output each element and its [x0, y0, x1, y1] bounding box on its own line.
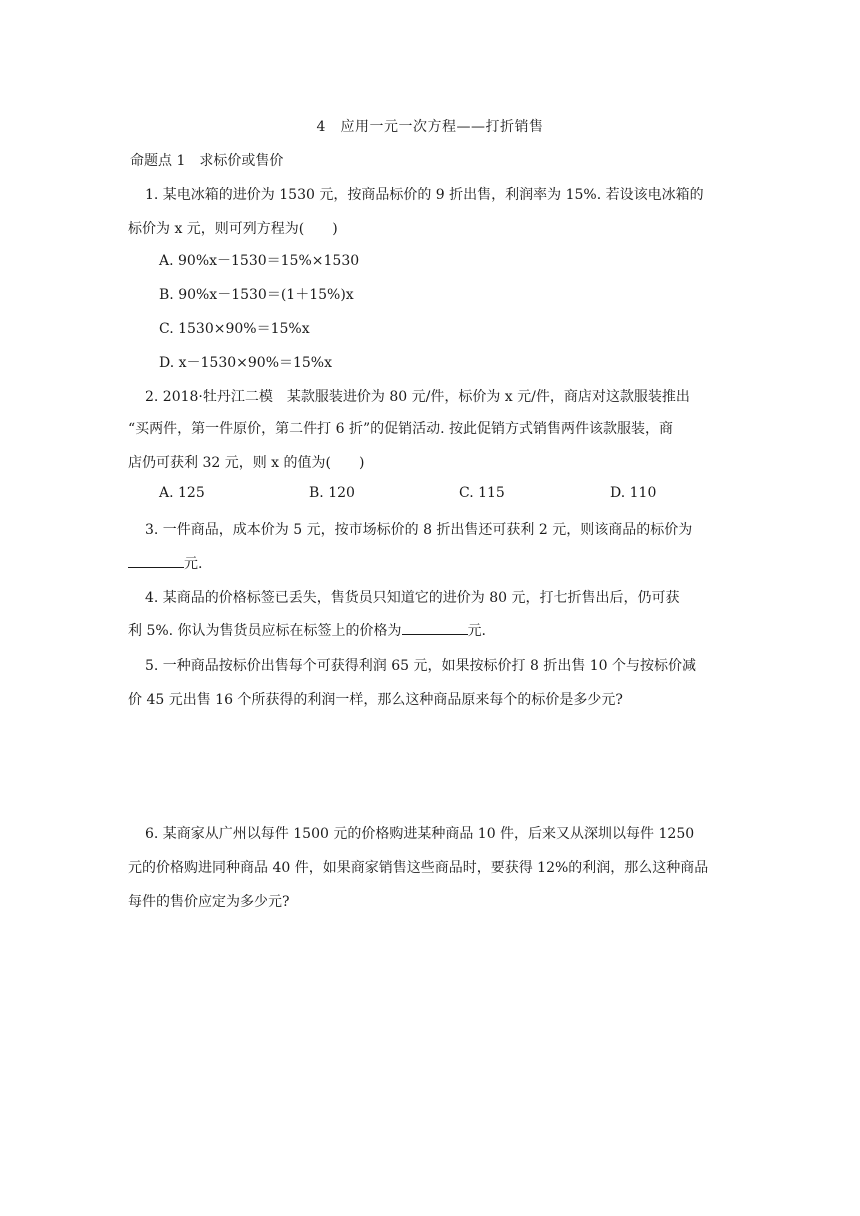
q4-unit: 元. — [467, 623, 487, 639]
q1-option-b: B. 90%x－1530＝(1＋15%)x — [159, 287, 354, 303]
q6-stem-line3: 每件的售价应定为多少元? — [128, 894, 290, 910]
q1-option-c: C. 1530×90%＝15%x — [159, 321, 310, 337]
q3-unit: 元. — [184, 556, 203, 572]
q2-stem-line3: 店仍可获利 32 元，则 x 的值为( ) — [128, 455, 365, 471]
q4-stem-line2 — [128, 620, 486, 640]
q1-stem-line2: 标价为 x 元，则可列方程为( ) — [128, 221, 338, 237]
q3-stem-line2 — [128, 553, 202, 573]
q3-answer-blank — [128, 555, 184, 568]
q4-answer-blank — [402, 622, 468, 635]
q5-stem-line2: 价 45 元出售 16 个所获得的利润一样，那么这种商品原来每个的标价是多少元? — [128, 692, 623, 708]
section-heading: 命题点 1 求标价或售价 — [130, 153, 284, 169]
page-title: 4 应用一元一次方程——打折销售 — [316, 119, 544, 135]
q4-stem-line1: 4. 某商品的价格标签已丢失，售货员只知道它的进价为 80 元，打七折售出后，仍可获 — [145, 590, 680, 606]
q2-option-c: C. 115 — [459, 485, 505, 501]
q2-option-d: D. 110 — [610, 485, 657, 501]
q6-stem-line1: 6. 某商家从广州以每件 1500 元的价格购进某种商品 10 件，后来又从深圳以每件 1250 — [145, 826, 695, 842]
q4-stem-line2-text: 利 5%. 你认为售货员应标在标签上的价格为 — [128, 623, 402, 639]
q2-options — [159, 485, 719, 505]
q6-stem-line2: 元的价格购进同种商品 40 件，如果商家销售这些商品时，要获得 12%的利润，那么这种商品 — [128, 860, 709, 876]
q1-stem-line1: 1. 某电冰箱的进价为 1530 元，按商品标价的 9 折出售，利润率为 15%. 若设该电冰箱的 — [145, 187, 704, 203]
q5-stem-line1: 5. 一种商品按标价出售每个可获得利润 65 元，如果按标价打 8 折出售 10 个与按标价减 — [145, 658, 697, 674]
q3-stem-line1: 3. 一件商品，成本价为 5 元，按市场标价的 8 折出售还可获利 2 元，则该商品的标价为 — [145, 522, 693, 538]
q2-stem-line1: 2. 2018·牡丹江二模 某款服装进价为 80 元/件，标价为 x 元/件，商店对这款服装推出 — [145, 389, 690, 405]
q2-option-b: B. 120 — [309, 485, 355, 501]
q2-option-a: A. 125 — [159, 485, 205, 501]
q2-stem-line2: “买两件，第一件原价，第二件打 6 折”的促销活动. 按此促销方式销售两件该款服装，商 — [128, 421, 674, 437]
q1-option-d: D. x－1530×90%＝15%x — [159, 355, 333, 371]
q1-option-a: A. 90%x－1530＝15%×1530 — [159, 253, 360, 269]
